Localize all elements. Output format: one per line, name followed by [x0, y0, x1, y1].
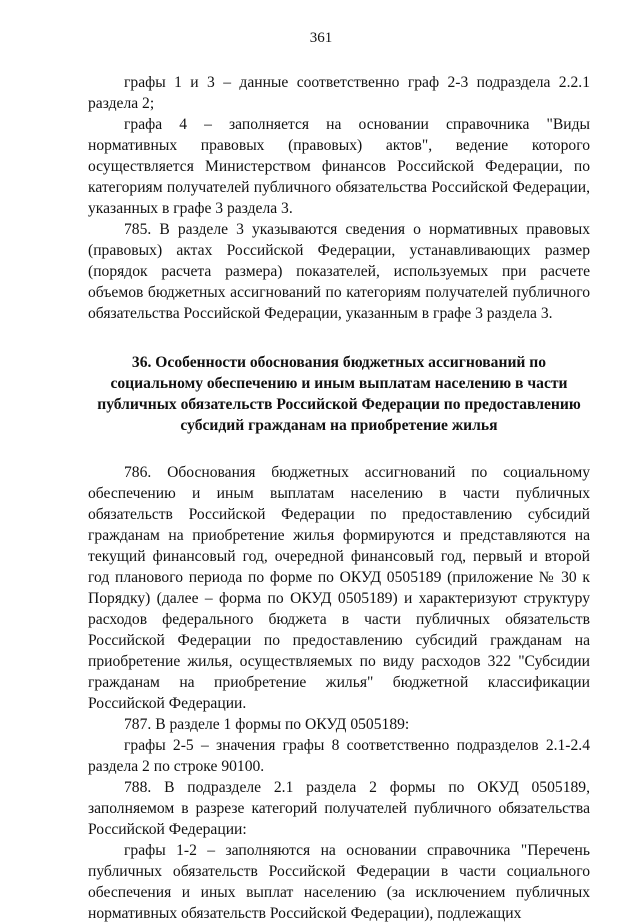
paragraph-column-4: графа 4 – заполняется на основании справочника "Виды нормативных правовых (правовых) актов", ведение которого осуществляется Министерством финансов Российской Федерации, по категориям получателей публичного обязательства Российской Федерации, указанных в графе 3 раздела 3. [88, 116, 590, 217]
paragraph-785: 785. В разделе 3 указываются сведения о нормативных правовых (правовых) актах Российской Федерации, устанавливающих размер (порядок расчета размера) показателей, используемых при расчете объемов бюджетных ассигнований по категориям получателей публичного обязательства Российской Федерации, указанным в графе 3 раздела 3. [88, 221, 590, 322]
section-heading-line: 36. Особенности обоснования бюджетных ассигнований по [131, 354, 547, 371]
paragraph-787: 787. В разделе 1 формы по ОКУД 0505189: [124, 716, 410, 733]
paragraph-788: 788. В подразделе 2.1 раздела 2 формы по ОКУД 0505189, заполняемом в разрезе категорий получателей публичного обязательства Российской Федерации: [88, 779, 590, 838]
paragraph-columns-1-2: графы 1-2 – заполняются на основании справочника "Перечень публичных обязательств Российской Федерации в части социального обеспечения и иных выплат населению (за исключением публичных нормативных обязательств Российской Федерации), подлежащих [88, 842, 590, 922]
section-heading-line: публичных обязательств Российской Федерации по предоставлению [97, 396, 581, 413]
section-heading-36 [88, 352, 590, 436]
paragraph-786: 786. Обоснования бюджетных ассигнований по социальному обеспечению и иным выплатам населению в части публичных обязательств Российской Федерации по предоставлению субсидий гражданам на приобретение жилья формируются и представляются на текущий финансовый год, очередной финансовый год, первый и второй год планового периода по форме по ОКУД 0505189 (приложение № 30 к Порядку) (далее – форма по ОКУД 0505189) и характеризуют структуру расходов федерального бюджета в части публичных обязательств Российской Федерации по предоставлению субсидий гражданам на приобретение жилья, осуществляемых по виду расходов 322 "Субсидии гражданам на приобретение жилья" бюджетной классификации Российской Федерации. [88, 464, 590, 712]
page-number: 361 [309, 30, 333, 46]
section-heading-line: социальному обеспечению и иным выплатам населению в части [110, 375, 568, 392]
paragraph-columns-1-3: графы 1 и 3 – данные соответственно граф 2-3 подраздела 2.2.1 раздела 2; [88, 74, 590, 112]
paragraph-columns-2-5: графы 2-5 – значения графы 8 соответственно подразделов 2.1-2.4 раздела 2 по строке 90100. [88, 737, 590, 775]
section-heading-line: субсидий гражданам на приобретение жилья [180, 417, 498, 434]
